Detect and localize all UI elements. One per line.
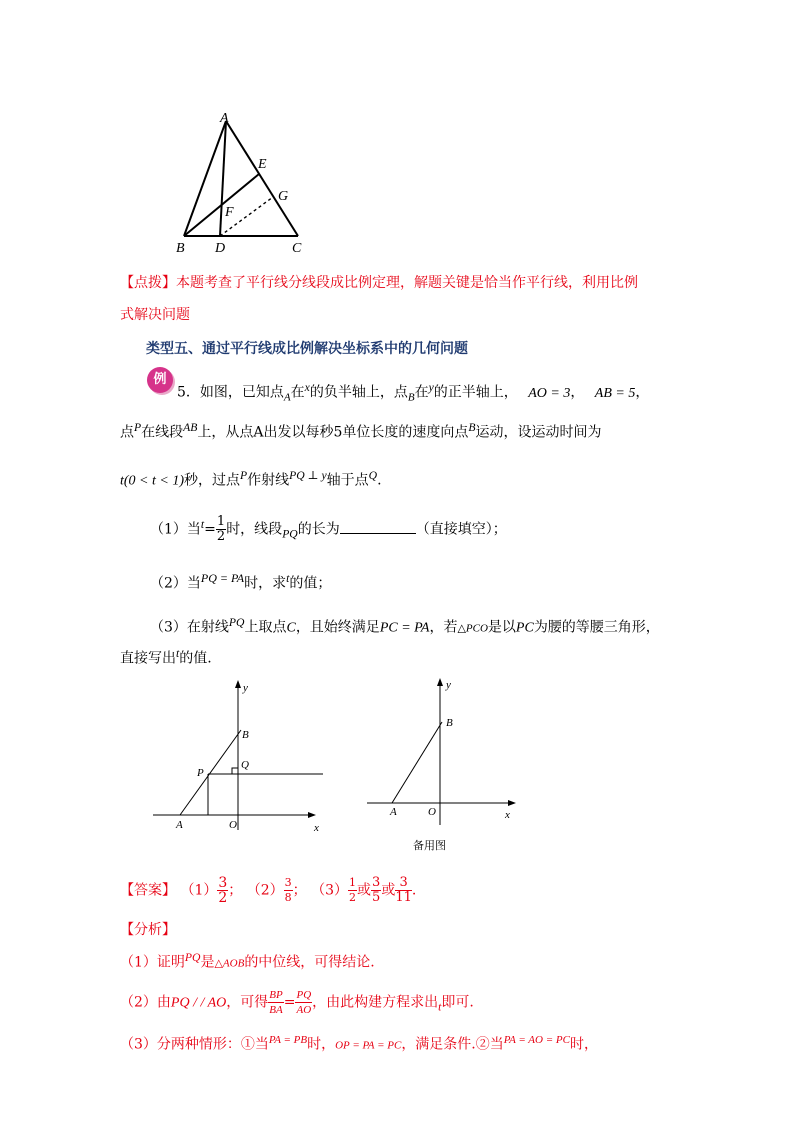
question-1: （1）当$^t$= $\frac{1}{2}$ 时，线段$_{PQ}$的长为 （直接填空）； (150, 514, 507, 545)
hint-tag: 【点拨】 (120, 275, 176, 291)
analysis-tag: 【分析】 (120, 922, 176, 938)
hint-text-2: 式解决问题 (120, 307, 190, 323)
hint-text: 本题考查了平行线分线段成比例定理，解题关键是恰当作平行线，利用比例 (176, 275, 638, 291)
label-G: G (278, 189, 289, 204)
fig3-A-label: A (390, 806, 397, 818)
fig2-Q-label: Q (241, 759, 249, 771)
answer-blank (340, 519, 416, 534)
analysis-line-1: （1）证明$^{PQ}$是△AOB的中位线，可得结论. (120, 951, 375, 971)
fig2-P-label: P (197, 767, 204, 779)
hint-line-1 (120, 273, 638, 293)
analysis-line-3: （3）分两种情形：①当$^{PA = PB}$时，OP = PA = PC，满足条件.②当$^{PA = AO = PC}$时， (120, 1034, 598, 1053)
fig3-x-label: x (505, 809, 510, 821)
question-2: （2）当$^{PQ = PA}$时，求$^t$的值； (150, 571, 332, 592)
fig2-O-label: O (229, 819, 237, 831)
answer-line: 【答案】 （1） $\frac{3}{2}$ ； （2） $\frac{3}{8}$ ； （3） $\frac{1}{2}$ 或 $\frac{3}{5}$ 或 $\frac{3}{11}$ . (120, 875, 417, 906)
label-D: D (215, 241, 226, 256)
fig2-x-label: x (314, 822, 319, 834)
fig3-O-label: O (428, 806, 436, 818)
fig3-y-label: y (446, 679, 451, 691)
label-E: E (258, 157, 267, 172)
question-3-line-1: （3）在射线$^{PQ}$上取点C，且始终满足PC = PA，若△PCO是以PC为腰的等腰三角形， (150, 616, 660, 636)
analysis-line-2: （2）由PQ / / AO，可得 $\frac{BP}{BA}$ = $\frac{PQ}{AO}$ ，由此构建方程求出$_t$即可. (120, 989, 474, 1016)
hint-line-2 (120, 305, 190, 325)
fig2-A-label: A (176, 819, 183, 831)
fig3-caption: 备用图 (413, 839, 446, 852)
label-F: F (225, 205, 234, 220)
label-A: A (220, 111, 229, 126)
fig3-B-label: B (446, 717, 453, 729)
label-C: C (292, 241, 302, 256)
example-badge: 例 (147, 367, 173, 393)
fig2-y-label: y (243, 682, 248, 694)
example-line-2: 点$^P$在线段$^{AB}$上，从点A出发以每秒5单位长度的速度向点$^B$运动，设运动时间为 (120, 421, 602, 441)
coordinate-figure (148, 675, 338, 835)
label-B: B (176, 241, 185, 256)
fig2-B-label: B (242, 729, 249, 741)
example-line-3: t(0 < t < 1)秒，过点$^P$作射线$^{PQ \perp y}$轴于点$^Q$. (120, 469, 382, 489)
example-line-1: 5．如图，已知点$_A$在$^x$的负半轴上，点$_B$在$^y$的正半轴上， AO = 3， AB = 5， (177, 381, 650, 404)
section-heading: 类型五、通过平行线成比例解决坐标系中的几何问题 (146, 341, 468, 357)
q1-fraction: $\frac{1}{2}$ (216, 514, 226, 545)
backup-figure (362, 675, 532, 860)
question-3-line-2: 直接写出$^t$的值. (120, 647, 212, 667)
triangle-figure (170, 108, 320, 258)
